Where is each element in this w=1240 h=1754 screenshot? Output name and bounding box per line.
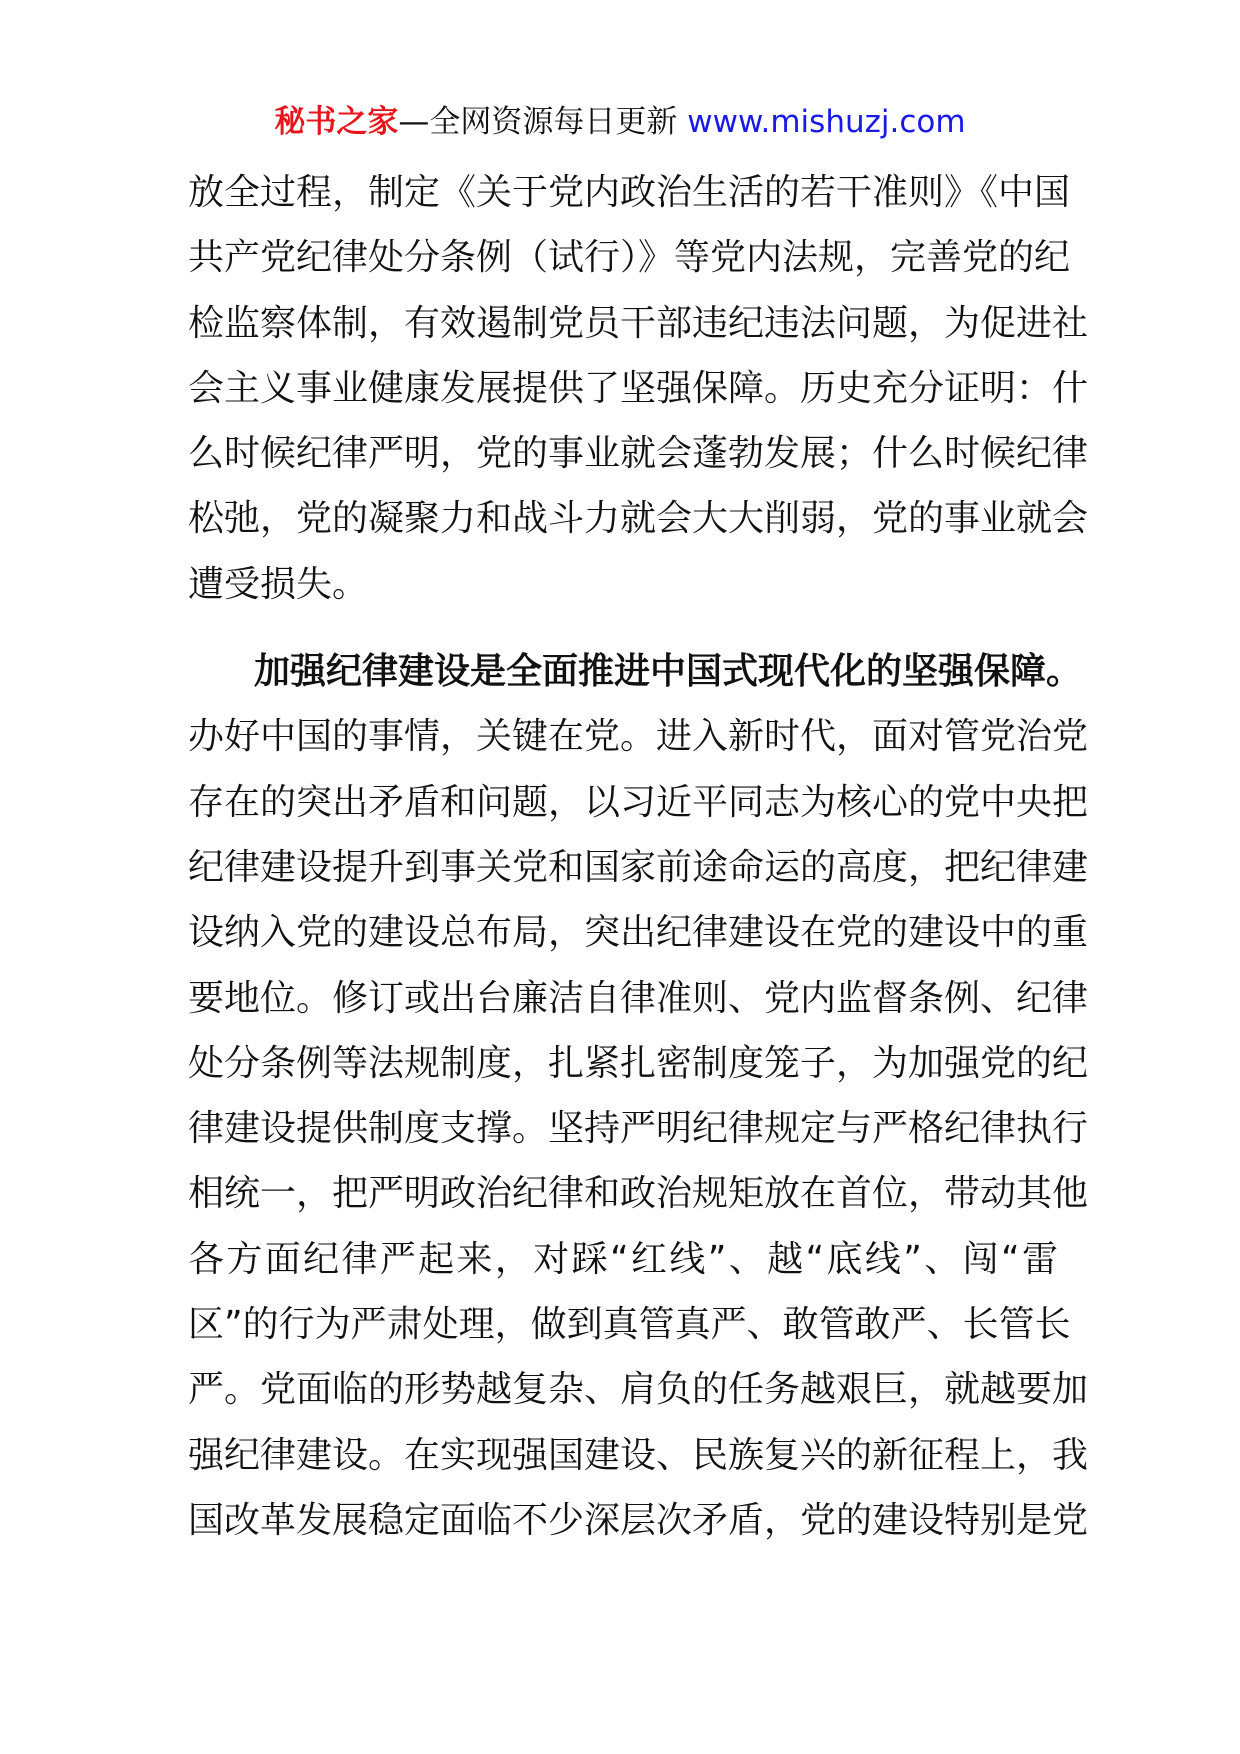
paragraph-2: [188, 639, 1089, 1553]
header-tagline: —全网资源每日更新: [398, 104, 688, 140]
text-line: 强纪律建设。在实现强国建设、民族复兴的新征程上，我: [188, 1434, 1089, 1476]
text-line: 会主义事业健康发展提供了坚强保障。历史充分证明：什: [188, 367, 1089, 409]
text-line: 要地位。修订或出台廉洁自律准则、党内监督条例、纪律: [188, 977, 1089, 1019]
text-line: 处分条例等法规制度，扎紧扎密制度笼子，为加强党的纪: [188, 1042, 1089, 1084]
text-line: 检监察体制，有效遏制党员干部违纪违法问题，为促进社: [188, 302, 1089, 344]
text-line: 严。党面临的形势越复杂、肩负的任务越艰巨，就越要加: [188, 1369, 1089, 1411]
text-line: 松弛，党的凝聚力和战斗力就会大大削弱，党的事业就会: [188, 498, 1089, 540]
text-line: 存在的突出矛盾和问题，以习近平同志为核心的党中央把: [188, 781, 1089, 823]
paragraph-1: [188, 160, 1089, 617]
brand-name: 秘书之家: [274, 104, 399, 140]
text-line: 国改革发展稳定面临不少深层次矛盾，党的建设特别是党: [188, 1499, 1089, 1541]
text-line: 相统一，把严明政治纪律和政治规矩放在首位，带动其他: [188, 1173, 1089, 1215]
text-line: 共产党纪律处分条例（试行）》等党内法规，完善党的纪: [188, 237, 1071, 279]
text-line: 么时候纪律严明，党的事业就会蓬勃发展；什么时候纪律: [188, 433, 1089, 475]
site-url-link[interactable]: www.mishuzj.com: [687, 104, 966, 140]
text-line: 律建设提供制度支撑。坚持严明纪律规定与严格纪律执行: [188, 1108, 1089, 1150]
text-line: 放全过程，制定《关于党内政治生活的若干准则》《中国: [188, 172, 1071, 213]
text-line: 纪律建设提升到事关党和国家前途命运的高度，把纪律建: [188, 846, 1089, 888]
text-line: 设纳入党的建设总布局，突出纪律建设在党的建设中的重: [188, 912, 1089, 954]
paragraph-heading: 加强纪律建设是全面推进中国式现代化的坚强保障。: [254, 651, 1083, 693]
text-line: 办好中国的事情，关键在党。进入新时代，面对管党治党: [188, 716, 1089, 758]
document-body: [188, 160, 1089, 1553]
text-line: 区”的行为严肃处理，做到真管真严、敢管敢严、长管长: [188, 1304, 1071, 1346]
site-header: [0, 100, 1240, 144]
text-line: 遭受损失。: [188, 563, 369, 605]
text-line: 各方面纪律严起来，对踩“红线”、越“底线”、闯“雷: [188, 1238, 1058, 1280]
